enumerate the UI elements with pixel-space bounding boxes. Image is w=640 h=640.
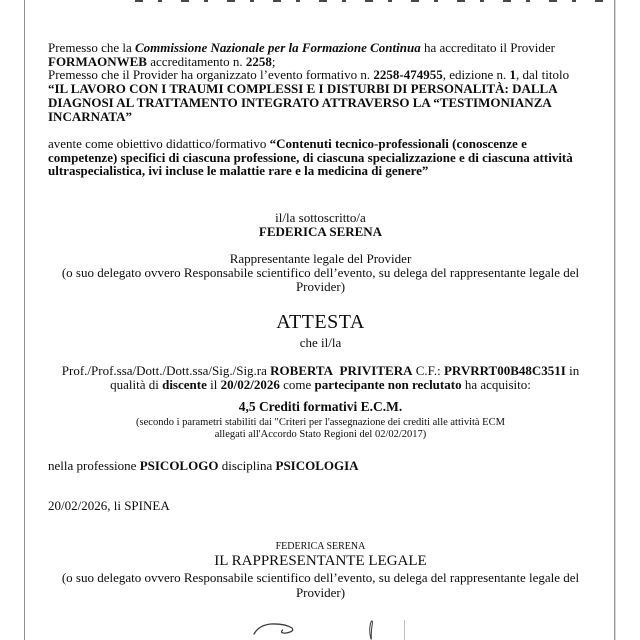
delegate-note: (o suo delegato ovvero Responsabile scientifico dell’evento, su delega del rappresentante legale del Provider) [61,265,580,295]
event-number: 2258-474955 [373,67,443,83]
premise-text: ha accreditato il Provider [420,40,555,55]
fiscal-code: PRVRRT00B48C351I [443,363,566,378]
provider-role-block [48,252,593,295]
signature-delegate-note: (o suo delegato ovvero Responsabile scientifico dell’evento, su delega del rappresentante legale del Provider) [61,570,580,600]
in-word: in [565,363,580,378]
participant-statement [48,364,593,392]
place-date-text: 20/02/2026, li SPINEA [48,498,170,513]
quality-text: qualità di [110,376,163,392]
il-word: il [206,376,221,392]
edition-number: 1 [509,67,517,83]
undersigned-label: il/la sottoscritto/a [275,210,366,225]
participant-name: ROBERTA PRIVITERA [270,363,413,378]
profession-prefix: nella professione [48,458,140,473]
premise-text: Premesso che la [48,40,136,55]
event-title-line-2: DIAGNOSI AL TRATTAMENTO INTEGRATO ATTRAVERSO LA “TESTIMONIANZA [48,94,552,110]
participant-line-1 [62,363,579,378]
participant-line-2 [110,377,531,392]
objective-paragraph [48,137,593,178]
profession-value: PSICOLOGO [139,458,219,473]
place-date-line [48,499,593,513]
discipline-value: PSICOLOGIA [275,458,359,473]
objective-intro: avente come obiettivo didattico/formativo [48,136,270,151]
premise-paragraph [48,41,593,123]
attesta-subheading: che il/la [299,335,342,350]
recruit-status: partecipante non reclutato [314,376,462,392]
cf-label: C.F.: [412,363,444,378]
page-left-edge [24,0,25,640]
event-date: 20/02/2026 [220,376,280,392]
provider-role-label: Rappresentante legale del Provider [229,251,412,266]
signature-block [48,541,593,600]
titles-prefix: Prof./Prof.ssa/Dott./Dott.ssa/Sig./Sig.ra [61,363,271,378]
participant-role: discente [162,376,207,392]
event-title-line-3: INCARNATA” [48,108,133,124]
handwritten-signature [240,620,410,640]
premise-text: Premesso che il Provider ha organizzato l’evento formativo n. [48,67,374,83]
page-right-edge [614,0,615,640]
credits-note [48,417,593,441]
accreditation-number: 2258 [245,53,272,69]
credits-heading: 4,5 Crediti formativi E.C.M. [238,399,403,414]
commission-name: Commissione Nazionale per la Formazione Continua [135,40,421,55]
premise-text: , dal titolo [516,67,570,83]
credits-block [48,400,593,441]
stamp-edge-line [404,620,405,640]
signatory-role: IL RAPPRESENTANTE LEGALE [214,553,427,569]
objective-text: “Contenuti tecnico-professionali (conoscenze e competenze) specifici di ciascuna professione, di ciascuna specializzazione e di ciascuna attività ultraspecialistica, ivi incluse le malattie rare e la medicina di genere” [48,136,573,179]
come-word: come [279,376,315,392]
undersigned-block [48,211,593,239]
acquired-text: ha acquisito: [461,376,531,392]
discipline-label: disciplina [218,458,276,473]
clipped-text-top-edge [135,0,617,2]
attestation-heading-block [48,311,593,350]
premise-text: accreditamento n. [146,53,246,69]
credits-note-line-2: allegati all'Accordo Stato Regioni del 02/02/2017) [214,429,427,440]
undersigned-name: FEDERICA SERENA [258,224,383,239]
attesta-heading: ATTESTA [276,311,365,333]
premise-text: , edizione n. [442,67,510,83]
profession-line [48,459,593,473]
premise-text: ; [271,53,276,69]
signatory-name: FEDERICA SERENA [275,541,366,552]
event-title-line-1: “IL LAVORO CON I TRAUMI COMPLESSI E I DISTURBI DI PERSONALITÀ: DALLA [48,81,558,97]
credits-note-line-1: (secondo i parametri stabiliti dai "Criteri per l'assegnazione dei crediti alle attività ECM [136,417,505,428]
provider-name: FORMAONWEB [48,53,147,69]
